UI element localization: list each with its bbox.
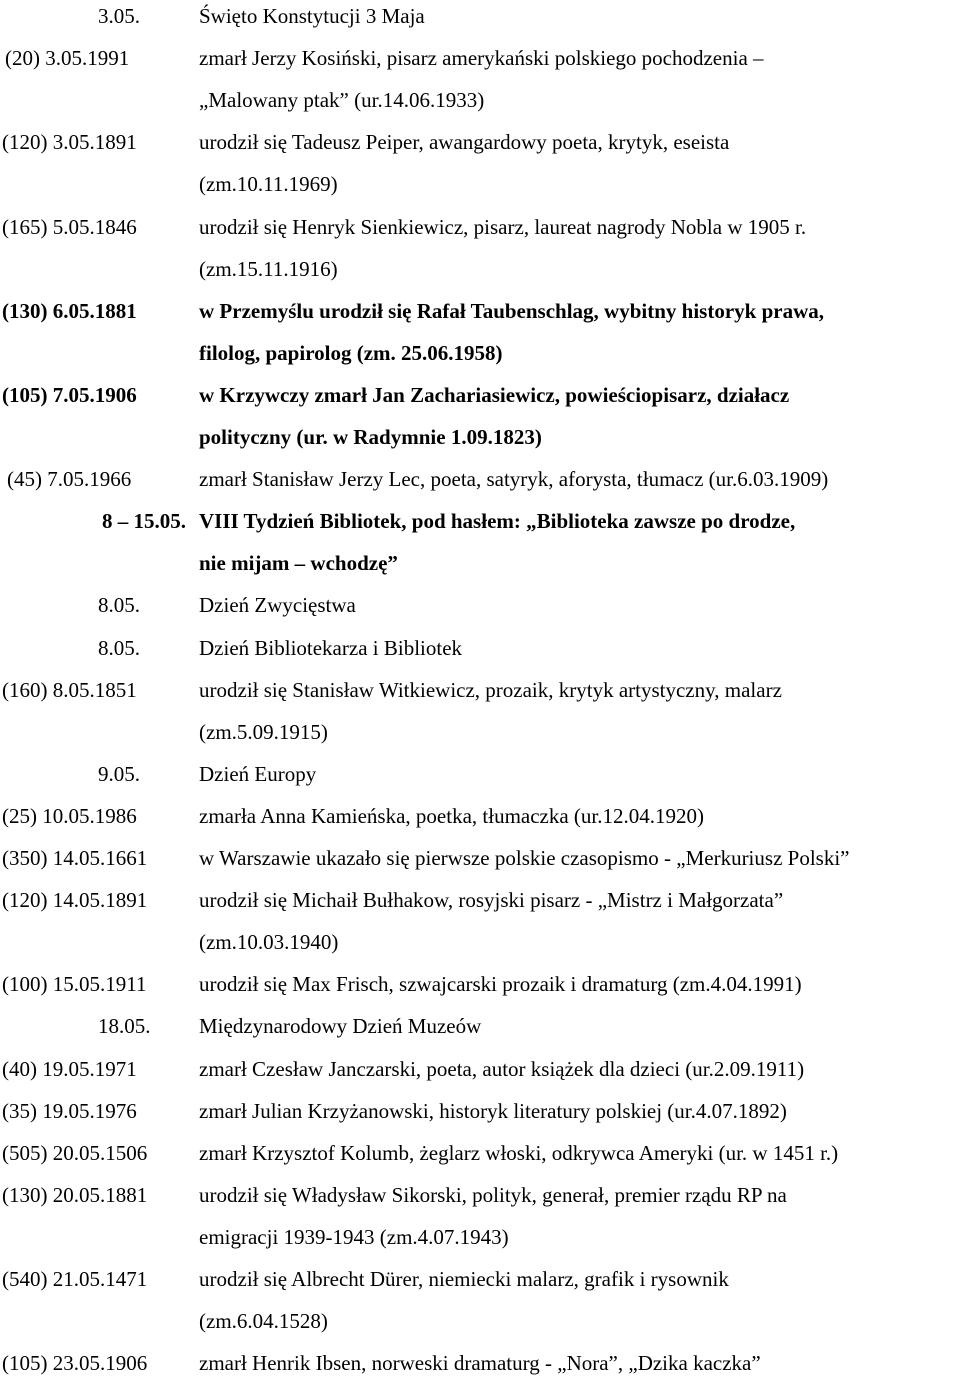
- entry-date: (25) 10.05.1986: [2, 803, 137, 828]
- entry-description: urodził się Max Frisch, szwajcarski prozaik i dramaturg (zm.4.04.1991): [199, 972, 802, 997]
- entry-date: 3.05.: [98, 4, 140, 28]
- entry-date: 8.05.: [98, 593, 140, 618]
- entry-date: (540) 21.05.1471: [2, 1267, 148, 1291]
- calendar-entry: [0, 1049, 960, 1089]
- calendar-entry: [0, 1175, 960, 1215]
- calendar-entry-continuation: [0, 164, 960, 204]
- entry-description: urodził się Władysław Sikorski, polityk, generał, premier rządu RP na: [199, 1182, 787, 1207]
- entry-description: polityczny (ur. w Radymnie 1.09.1823): [199, 425, 542, 449]
- entry-description: emigracji 1939-1943 (zm.4.07.1943): [199, 1224, 509, 1249]
- entry-description: zmarł Henrik Ibsen, norweski dramaturg - „Nora”, „Dzika kaczka”: [199, 1351, 761, 1376]
- calendar-entry-continuation: [0, 1301, 960, 1341]
- entry-description: Dzień Bibliotekarza i Bibliotek: [199, 635, 463, 660]
- entry-description: VIII Tydzień Bibliotek, pod hasłem: „Biblioteka zawsze po drodze,: [199, 509, 796, 534]
- entry-date: (130) 6.05.1881: [2, 298, 137, 323]
- calendar-entry-continuation: [0, 922, 960, 962]
- calendar-entry: [0, 880, 960, 920]
- calendar-entry: [0, 38, 960, 78]
- entry-date: (105) 23.05.1906: [2, 1351, 148, 1376]
- calendar-entry: [0, 796, 960, 836]
- entry-description: filolog, papirolog (zm. 25.06.1958): [199, 340, 503, 365]
- calendar-entry-continuation: [0, 333, 960, 373]
- entry-date: (165) 5.05.1846: [2, 214, 137, 239]
- calendar-entry: [0, 1343, 960, 1383]
- calendar-entry: [0, 375, 960, 415]
- calendar-entry: [0, 1091, 960, 1131]
- entry-description: urodził się Tadeusz Peiper, awangardowy poeta, krytyk, eseista: [199, 130, 730, 155]
- calendar-entry-continuation: [0, 417, 960, 457]
- entry-description: nie mijam – wchodzę”: [199, 551, 398, 576]
- calendar-entry: [0, 1006, 960, 1046]
- entry-date: (105) 7.05.1906: [2, 382, 137, 407]
- entry-description: (zm.6.04.1528): [199, 1309, 328, 1334]
- entry-description: zmarła Anna Kamieńska, poetka, tłumaczka (ur.12.04.1920): [199, 803, 705, 828]
- calendar-entry: [0, 670, 960, 710]
- calendar-entry-continuation: [0, 1217, 960, 1257]
- calendar-entry-continuation: [0, 249, 960, 289]
- entry-description: (zm.10.03.1940): [199, 930, 339, 955]
- entry-date: (20) 3.05.1991: [5, 46, 130, 71]
- entry-date: (160) 8.05.1851: [2, 677, 137, 702]
- entry-description: zmarł Stanisław Jerzy Lec, poeta, satyryk, aforysta, tłumacz (ur.6.03.1909): [199, 467, 829, 492]
- entry-description: zmarł Jerzy Kosiński, pisarz amerykański polskiego pochodzenia –: [199, 46, 764, 71]
- calendar-entry-continuation: [0, 712, 960, 752]
- entry-description: Święto Konstytucji 3 Maja: [199, 4, 425, 28]
- entry-description: urodził się Henryk Sienkiewicz, pisarz, laureat nagrody Nobla w 1905 r.: [199, 214, 807, 239]
- calendar-entry-continuation: [0, 80, 960, 120]
- entry-date: 18.05.: [98, 1014, 151, 1039]
- entry-date: (130) 20.05.1881: [2, 1182, 148, 1207]
- entry-date: (120) 3.05.1891: [2, 130, 137, 155]
- entry-description: urodził się Michaił Bułhakow, rosyjski pisarz - „Mistrz i Małgorzata”: [199, 888, 784, 913]
- calendar-entry: [0, 501, 960, 541]
- entry-description: Dzień Europy: [199, 761, 317, 786]
- entry-date: (35) 19.05.1976: [2, 1098, 137, 1123]
- calendar-entry: [0, 585, 960, 625]
- entry-description: zmarł Julian Krzyżanowski, historyk literatury polskiej (ur.4.07.1892): [199, 1098, 787, 1123]
- entry-description: urodził się Stanisław Witkiewicz, prozaik, krytyk artystyczny, malarz: [199, 677, 782, 702]
- entry-description: Międzynarodowy Dzień Muzeów: [199, 1014, 482, 1039]
- calendar-entry: [0, 459, 960, 499]
- calendar-entry: [0, 122, 960, 162]
- entry-date: (100) 15.05.1911: [2, 972, 147, 997]
- entry-date: 8 – 15.05.: [102, 509, 186, 534]
- entry-date: 8.05.: [98, 635, 140, 660]
- entry-date: 9.05.: [98, 761, 140, 786]
- entry-date: (120) 14.05.1891: [2, 888, 148, 913]
- entry-description: w Przemyślu urodził się Rafał Taubenschlag, wybitny historyk prawa,: [199, 298, 825, 323]
- entry-description: „Malowany ptak” (ur.14.06.1933): [199, 88, 485, 113]
- entry-date: (40) 19.05.1971: [2, 1056, 137, 1081]
- calendar-entry: [0, 0, 960, 36]
- calendar-entry: [0, 754, 960, 794]
- calendar-entry: [0, 1259, 960, 1299]
- calendar-entry: [0, 207, 960, 247]
- entry-description: w Krzywczy zmarł Jan Zachariasiewicz, powieściopisarz, działacz: [199, 382, 790, 407]
- entry-description: (zm.10.11.1969): [199, 172, 338, 197]
- entry-date: (505) 20.05.1506: [2, 1140, 148, 1165]
- entry-description: zmarł Czesław Janczarski, poeta, autor książek dla dzieci (ur.2.09.1911): [199, 1056, 805, 1081]
- entry-date: (350) 14.05.1661: [2, 846, 148, 870]
- calendar-entry: [0, 291, 960, 331]
- entry-description: (zm.5.09.1915): [199, 719, 328, 744]
- entry-description: w Warszawie ukazało się pierwsze polskie czasopismo - „Merkuriusz Polski”: [199, 846, 850, 870]
- calendar-entry: [0, 1133, 960, 1173]
- calendar-entry-continuation: [0, 543, 960, 583]
- entry-description: zmarł Krzysztof Kolumb, żeglarz włoski, odkrywca Ameryki (ur. w 1451 r.): [199, 1140, 839, 1165]
- entry-description: urodził się Albrecht Dürer, niemiecki malarz, grafik i rysownik: [199, 1267, 729, 1291]
- calendar-entry: [0, 628, 960, 668]
- calendar-entry: [0, 964, 960, 1004]
- calendar-entry: [0, 838, 960, 878]
- entry-description: (zm.15.11.1916): [199, 256, 338, 281]
- entry-date: (45) 7.05.1966: [7, 467, 132, 492]
- entry-description: Dzień Zwycięstwa: [199, 593, 356, 618]
